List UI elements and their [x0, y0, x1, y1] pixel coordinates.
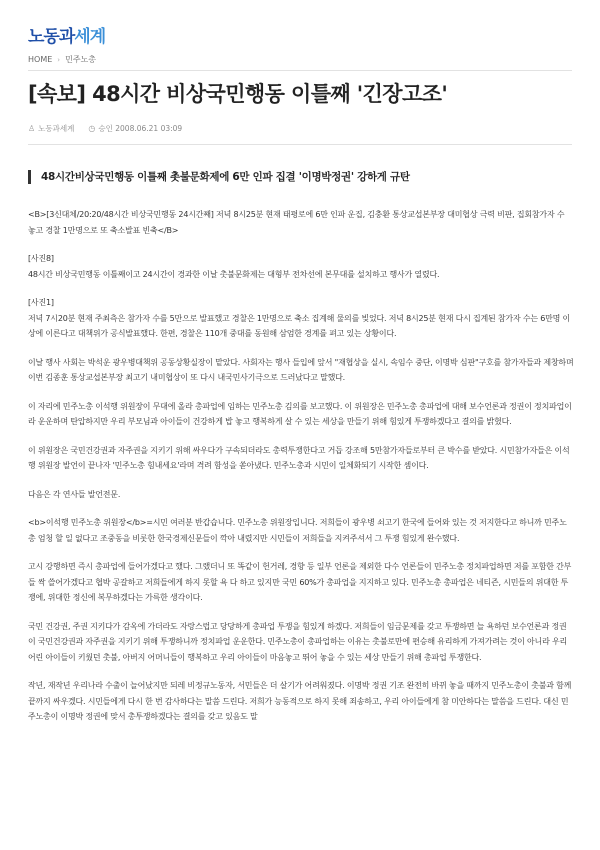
meta-divider: [28, 144, 572, 145]
author-icon: ♙: [28, 124, 36, 133]
article-paragraph: 작년, 재작년 우리나라 수출이 늘어났지만 되레 비정규노동자, 서민들은 더 살기가 어려워졌다. 이명박 정권 기조 완전히 바뀌 놓을 때까지 민주노총이 촛불과 함께 끝까지 싸우겠다. 시민들에게 다시 한 번 감사하다는 말씀 드린다. 저희가 능동적으로 하지 못해 죄송하고, 우리 아이들에게 참 미안하다는 말씀을 드린다. 대신 민주노총이 이명박 정권에 맞서 총투쟁하겠다는 결의를 갖고 있음도 말: [28, 681, 572, 721]
site-logo[interactable]: [28, 22, 105, 47]
logo-text-part1: 노동과: [28, 27, 75, 47]
article-paragraph: 다음은 각 연사들 발언전문.: [28, 489, 121, 499]
article-paragraph: <b>이석행 민주노총 위원장</b>=시민 여러분 반갑습니다. 민주노총 위원장입니다. 저희들이 광우병 쇠고기 한국에 들어와 있는 것 저지한다고 하니까 민주노총 엄청 할 일 없다고 조중동을 비롯한 한국경제신문들이 깍아 내렸지만 시민들이 저희들을 지켜주셔서 그 투쟁 힘있게 완수했다.: [28, 518, 567, 543]
article-date: 승인 2008.06.21 03:09: [98, 124, 183, 133]
breadcrumb-separator-icon: ›: [57, 56, 61, 64]
article-paragraph: 고시 강행하면 즉시 총파업에 들어가겠다고 했다. 그랬더니 또 똑같이 헌거레, 경향 등 일부 언론을 제외한 다수 언론들이 민주노총 정치파업하면 저를 포함한 간부들 싹 쓸어가겠다고 협박 공갈하고 저희들에게 하지 못할 욕 다 하고 있지만 국민 60%가 총파업을 지지하고 있다. 민주노총 총파업은 네티즌, 시민들의 위대한 투쟁에, 위대한 정신에 복무하겠다는 가륵한 생각이다.: [28, 562, 572, 602]
article-paragraph: <B>[3신대체/20:20/48시간 비상국민행동 24시간째] 저녁 8시25분 현재 태평로에 6만 인파 운집, 김충환 통상교섭본부장 대미협상 극력 비판, 집회참가자 수 놓고 경찰 1만명으로 또 축소발표 빈축</B>: [28, 210, 565, 235]
article-paragraph: 이 자리에 민주노총 이석행 위원장이 무대에 올라 총파업에 임하는 민주노총 김의를 보고했다. 이 위원장은 민주노총 총파업에 대해 보수언론과 정권이 정치파업이라 운운하며 탄압하지만 우리 부모님과 아이들이 건강하게 밥 놓고 행복하게 살 수 있는 세상을 만들기 위해 힘있게 투쟁하겠다고 결의를 밝혔다.: [28, 401, 572, 426]
article-body: [28, 207, 574, 738]
article-paragraph: 이 위원장은 국민건강권과 자주권을 지키기 위해 싸우다가 구속되더라도 총력투쟁한다고 거듭 강조해 5만참가자들로부터 큰 박수를 받았다. 시민참가자들은 이석행 위원장 발언이 끝나자 '민주노총 힘내세요'라며 격려 함성을 쏟아냈다. 민주노총과 시민이 일체화되기 시작한 셈이다.: [28, 445, 570, 470]
article-paragraph: 국민 건강권, 주권 지키다가 감옥에 가더라도 자랑스럽고 당당하게 총파업 투쟁을 힘있게 하겠다. 저희들이 임금문제를 갖고 투쟁하면 늘 욕하던 보수언론과 정권이 국민건강권과 자주권을 지키기 위해 투쟁하니까 정치파업 운운한다. 민주노총이 총파업하는 이유는 촛불로만에 편승해 유리하게 가져가려는 것이 아니라 우리 어린 아이들이 키웠던 촛불, 아버지 어머니들이 행복하고 우리 아이들이 마음놓고 뛰어 놓을 수 있는 세상 만들기 위해 총파업 투쟁한다.: [28, 621, 568, 662]
breadcrumb: [28, 54, 96, 65]
article-paragraph: [사진8] 48시간 비상국민행동 이틀째이고 24시간이 경과한 이날 촛불문화제는 대형부 전차선에 본무대를 설치하고 행사가 열렸다.: [28, 254, 440, 279]
article-author: 노동과세계: [38, 124, 75, 133]
breadcrumb-section[interactable]: 민주노총: [65, 55, 97, 64]
article-paragraph: 이날 행사 사회는 박석운 광우병대책위 공동상황실장이 맡았다. 사회자는 행사 들입에 앞서 "재협상을 실시, 속임수 중단, 이명박 심판"구호를 참가자들과 제창하며 이번 김종훈 통상교섭본부장 최고기 내미협상이 또 다시 내국민사기극으로 드러났다고 말했다.: [28, 357, 574, 382]
article-title: [속보] 48시간 비상국민행동 이틀째 '긴장고조': [28, 82, 448, 106]
article-paragraph: [사진1] 저녁 7시20분 현재 주최측은 참가자 수를 5만으로 발표했고 경찰은 1만명으로 축소 집계해 물의를 빚었다. 저녁 8시25분 현재 다시 집계된 참가자 수는 6만명 이상에 이른다고 대책위가 공식발표했다. 한편, 경찰은 110개 중대를 동원해 삼엄한 경계를 펴고 있는 상황이다.: [28, 298, 571, 338]
clock-icon: ◷: [88, 124, 96, 133]
logo-text-part2: 세계: [74, 27, 106, 47]
header-divider: [28, 70, 572, 71]
article-subtitle: 48시간비상국민행동 이틀째 촛불문화제에 6만 인파 집결 '이명박정권' 강하게 규탄: [28, 170, 585, 184]
breadcrumb-home[interactable]: HOME: [28, 55, 53, 64]
article-meta: [28, 123, 182, 134]
